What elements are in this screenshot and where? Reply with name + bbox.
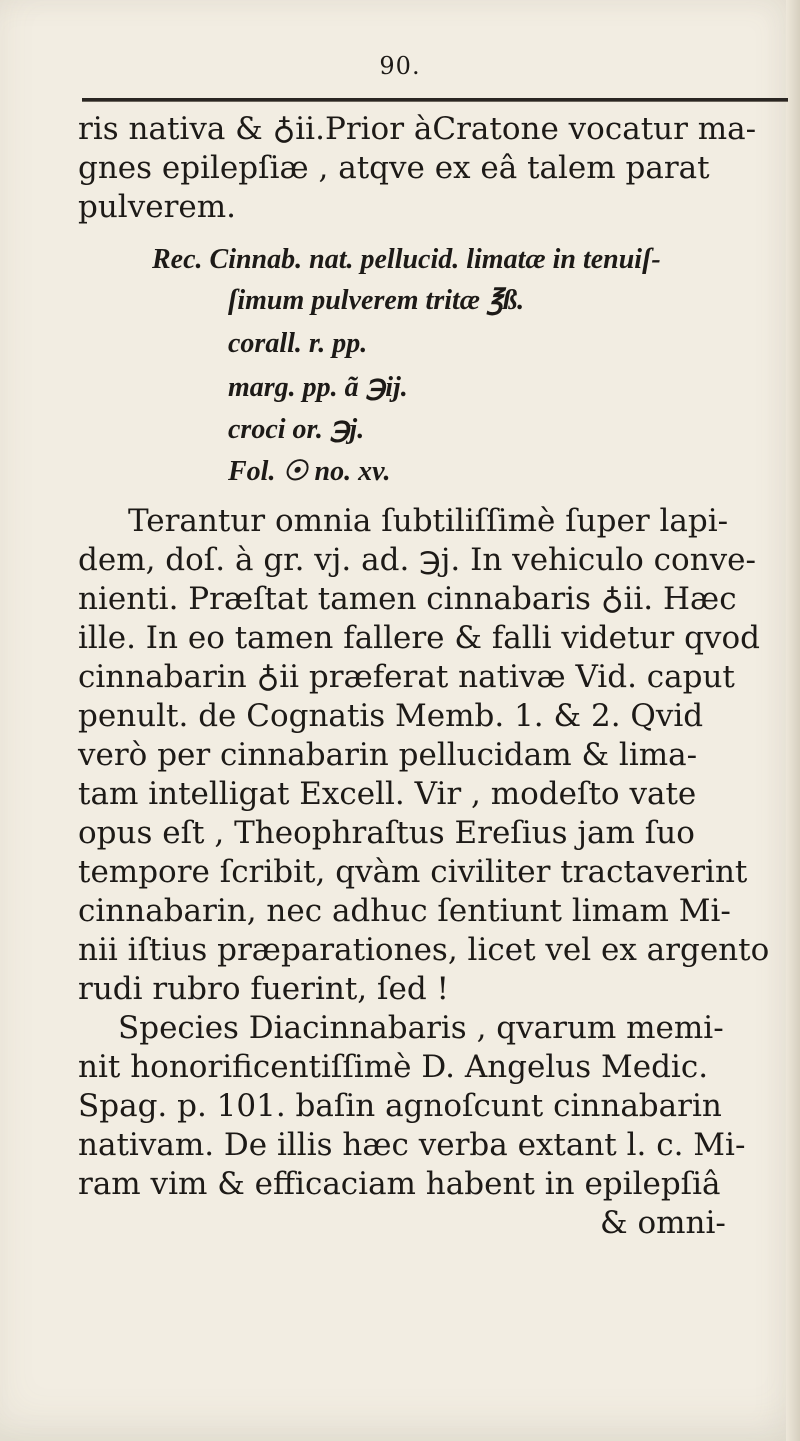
text-line: gnes epilepſiæ , atqve ex eâ talem parat [78, 150, 710, 186]
text-line: ram vim & efficaciam habent in epilepſiâ [78, 1166, 721, 1202]
page-number: 90. [379, 52, 421, 80]
text-line: pulverem. [78, 189, 236, 225]
text-line: nii iſtius præparationes, licet vel ex argento [78, 932, 770, 968]
text-line: rudi rubro fuerint, ſed ! [78, 971, 449, 1007]
text-line: Spag. p. 101. baſin agnoſcunt cinnabarin [78, 1088, 722, 1124]
text-line: dem, doſ. à gr. vj. ad. ℈j. In vehiculo conve- [78, 542, 757, 578]
text-line: Species Diacinnabaris , qvarum memi- [118, 1010, 724, 1046]
text-line: ris nativa & ♁ii.Prior àCratone vocatur ma- [78, 111, 757, 147]
text-line: tam intelligat Excell. Vir , modeſto vate [78, 776, 697, 812]
catchword: & omni- [600, 1205, 726, 1241]
text-line: ille. In eo tamen fallere & falli videtur qvod [78, 620, 760, 656]
recipe-line: croci or. ℈j. [228, 414, 365, 445]
recipe-line: Rec. Cinnab. nat. pellucid. limatæ in tenuiſ- [152, 244, 661, 275]
header-rule [82, 98, 788, 102]
text-line: verò per cinnabarin pellucidam & lima- [78, 737, 698, 773]
text-line: Terantur omnia ſubtiliſſimè ſuper lapi- [128, 503, 729, 539]
recipe-line: ſimum pulverem tritæ ℥ß. [228, 285, 525, 316]
recipe-line: Fol. ☉ no. xv. [228, 456, 391, 487]
text-line: nit honorificentiſſimè D. Angelus Medic. [78, 1049, 709, 1085]
text-line: opus eſt , Theophraſtus Ereſius jam ſuo [78, 815, 695, 851]
text-line: nienti. Præſtat tamen cinnabaris ♁ii. Hæc [78, 581, 737, 617]
text-line: cinnabarin, nec adhuc ſentiunt limam Mi- [78, 893, 731, 929]
text-line: tempore ſcribit, qvàm civiliter tractaverint [78, 854, 748, 890]
recipe-line: marg. pp. ã ℈ij. [228, 372, 408, 403]
text-line: penult. de Cognatis Memb. 1. & 2. Qvid [78, 698, 704, 734]
text-line: cinnabarin ♁ii præferat nativæ Vid. caput [78, 659, 735, 695]
recipe-line: corall. r. pp. [228, 328, 368, 359]
page-edge [786, 0, 800, 1441]
text-line: nativam. De illis hæc verba extant l. c. Mi- [78, 1127, 746, 1163]
